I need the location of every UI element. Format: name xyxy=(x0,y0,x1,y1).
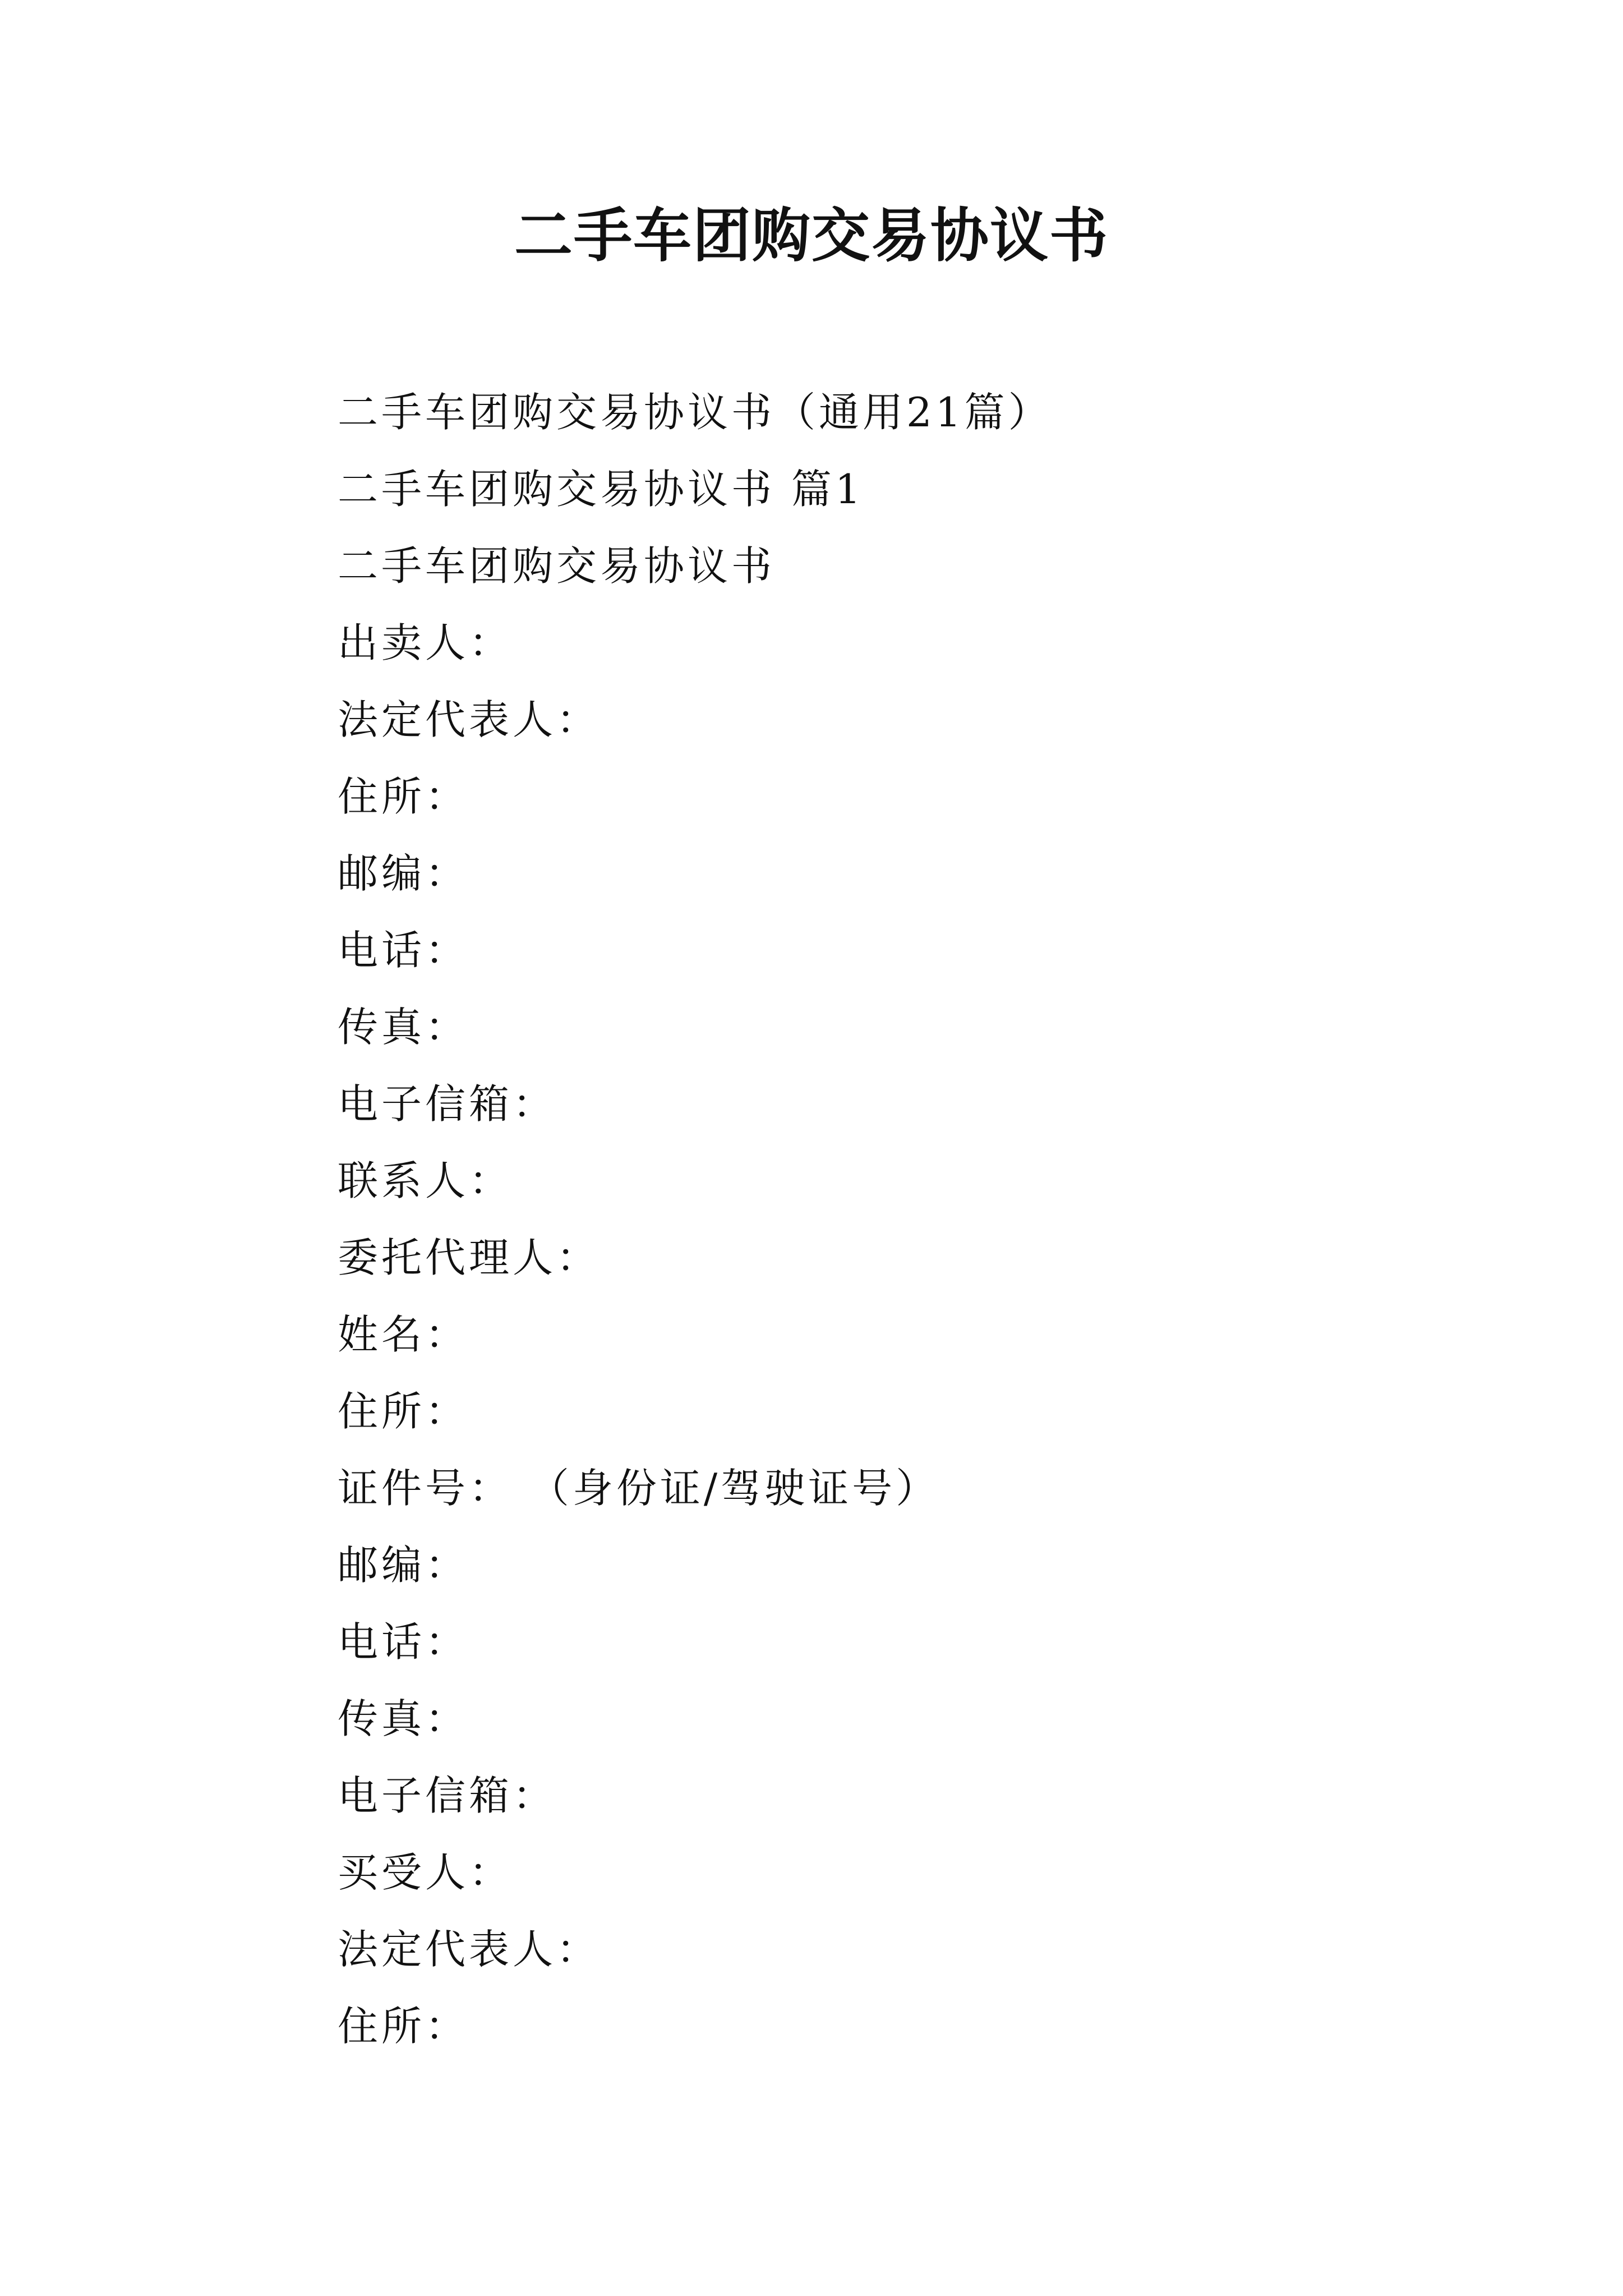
line-agent-fax: 传真： xyxy=(338,1695,469,1742)
line-agent-postcode: 邮编： xyxy=(338,1542,469,1589)
line-buyer-legal-rep: 法定代表人： xyxy=(338,1926,601,1973)
line-seller-fax: 传真： xyxy=(338,1004,469,1051)
line-agent: 委托代理人： xyxy=(338,1234,601,1281)
document-body xyxy=(338,381,1515,2072)
line-buyer-address: 住所： xyxy=(338,2003,469,2050)
line-seller-email: 电子信箱： xyxy=(338,1080,557,1128)
line-agent-name: 姓名： xyxy=(338,1311,469,1358)
line-agent-id-number: 证件号： （身份证/驾驶证号） xyxy=(338,1465,940,1512)
line-seller-legal-rep: 法定代表人： xyxy=(338,696,601,743)
line-seller-address: 住所： xyxy=(338,773,469,820)
line-seller-phone: 电话： xyxy=(338,927,469,974)
line-seller-postcode: 邮编： xyxy=(338,850,469,897)
line-seller-contact: 联系人： xyxy=(338,1157,513,1204)
line-article-heading: 二手车团购交易协议书 篇1 xyxy=(338,466,864,513)
line-collection-title: 二手车团购交易协议书（通用21篇） xyxy=(338,389,1052,436)
line-agreement-name: 二手车团购交易协议书 xyxy=(338,542,776,590)
line-agent-address: 住所： xyxy=(338,1388,469,1435)
line-agent-phone: 电话： xyxy=(338,1618,469,1665)
line-seller: 出卖人： xyxy=(338,619,513,666)
document-title: 二手车团购交易协议书 xyxy=(514,201,1109,270)
line-agent-email: 电子信箱： xyxy=(338,1772,557,1819)
line-buyer: 买受人： xyxy=(338,1849,513,1896)
